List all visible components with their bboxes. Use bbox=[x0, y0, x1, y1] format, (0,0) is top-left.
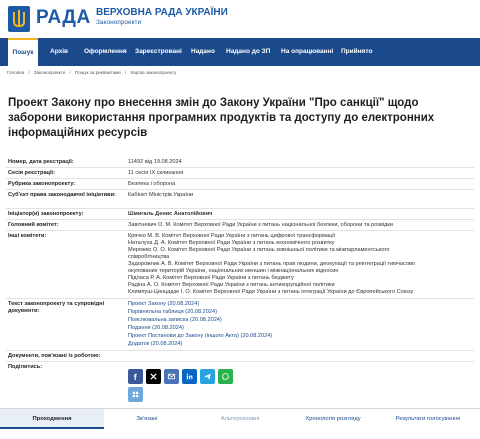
x-icon bbox=[149, 372, 158, 381]
nav-registered[interactable]: Зареєстровані bbox=[135, 48, 182, 55]
tab-chronology[interactable]: Хронологія розгляду bbox=[305, 416, 361, 422]
x-share-button[interactable] bbox=[146, 369, 161, 384]
field-label-related: Документи, пов'язані із роботою: bbox=[8, 353, 101, 359]
field-value-session: 11 сесія IX скликання bbox=[128, 170, 184, 176]
bill-tabs bbox=[0, 408, 480, 430]
whatsapp-share-button[interactable] bbox=[218, 369, 233, 384]
divider bbox=[6, 361, 474, 362]
brand-title: ВЕРХОВНА РАДА УКРАЇНИ bbox=[96, 7, 228, 18]
committee-item: Крячко М. В. Комітет Верховної Ради України з питань цифрової трансформації bbox=[128, 233, 336, 239]
committee-item: окупованих територій України, національних меншин і міжнаціональних відносин bbox=[128, 268, 339, 274]
divider bbox=[6, 298, 474, 299]
page-footer-space bbox=[0, 430, 480, 439]
document-link[interactable]: Проект Закону (20.08.2024) bbox=[128, 301, 200, 307]
divider bbox=[6, 167, 474, 168]
field-label-share: Поділитись: bbox=[8, 364, 43, 370]
page-title: Проект Закону про внесення змін до Закону України "Про санкції" щодо заборони використання програмних продуктів та доступу до електронних інформаційних ресурсів bbox=[8, 97, 435, 139]
field-label-initiator: Ініціатор(и) законопроекту: bbox=[8, 211, 84, 217]
main-nav bbox=[0, 38, 480, 66]
field-label-subject: Суб'єкт права законодавчої ініціативи: bbox=[8, 192, 116, 198]
facebook-share-button[interactable] bbox=[128, 369, 143, 384]
linkedin-icon bbox=[185, 372, 194, 381]
site-header bbox=[0, 0, 480, 38]
nav-in-progress[interactable]: На опрацюванні bbox=[281, 48, 334, 55]
field-value-initiator[interactable]: Шмигаль Денис Анатолійович bbox=[128, 211, 213, 217]
brand-name[interactable]: РАДА bbox=[36, 7, 91, 28]
email-icon bbox=[167, 372, 176, 381]
field-label-number: Номер, дата реєстрації: bbox=[8, 159, 74, 165]
grid-icon bbox=[131, 390, 140, 399]
divider bbox=[6, 230, 474, 231]
tab-alternative[interactable]: Альтернативні bbox=[220, 416, 260, 422]
field-label-session: Сесія реєстрації: bbox=[8, 170, 55, 176]
field-value-main-committee: Завітневич О. М. Комітет Верховної Ради України з питань національної безпеки, оборони та розвідки bbox=[128, 222, 393, 228]
committee-item: Мережко О. О. Комітет Верховної Ради України з питань зовнішньої політики та міжпарламентського bbox=[128, 247, 390, 253]
trident-logo-icon[interactable] bbox=[8, 6, 30, 32]
field-value-rubric: Безпека і оборона bbox=[128, 181, 176, 187]
breadcrumb-home[interactable]: Головна bbox=[7, 70, 25, 75]
document-link[interactable]: Проект Постанови до Закону (іншого Акта) (20.08.2024) bbox=[128, 333, 273, 339]
nav-archive[interactable]: Архів bbox=[50, 48, 68, 55]
nav-drafting[interactable]: Оформлення bbox=[84, 48, 127, 55]
linkedin-share-button[interactable] bbox=[182, 369, 197, 384]
nav-submitted[interactable]: Надано bbox=[191, 48, 215, 55]
divider bbox=[6, 208, 474, 209]
committee-item: співробітництва bbox=[128, 254, 170, 260]
document-link[interactable]: Порівняльна таблиця (20.08.2024) bbox=[128, 309, 217, 315]
committee-item: Климпуш-Цинцадзе І. О. Комітет Верховної Ради України з питань інтеграції України до Європейського Союзу bbox=[128, 289, 414, 295]
tab-voting-results[interactable]: Результати голосування bbox=[395, 416, 461, 422]
committee-item: Радіна А. О. Комітет Верховної Ради України з питань антикорупційної політики bbox=[128, 282, 335, 288]
breadcrumb bbox=[7, 70, 179, 75]
telegram-share-button[interactable] bbox=[200, 369, 215, 384]
committee-item: Задорожник А. В. Комітет Верховної Ради України з питань прав людини, деокупації та реінтеграції тимчасово bbox=[128, 261, 416, 267]
tab-related[interactable]: Зв'язані bbox=[136, 416, 158, 422]
breadcrumb-separator: / bbox=[28, 70, 30, 75]
field-label-other-committees: Інші комітети: bbox=[8, 233, 47, 239]
nav-adopted[interactable]: Прийнято bbox=[341, 48, 373, 55]
breadcrumb-current: Картка законопроекту bbox=[130, 70, 177, 75]
field-label-main-committee: Головний комітет: bbox=[8, 222, 59, 228]
brand-subtitle: Законопроекти bbox=[96, 19, 142, 26]
facebook-icon bbox=[131, 372, 140, 381]
field-value-subject: Кабінет Міністрів України bbox=[128, 192, 194, 198]
nav-search[interactable]: Пошук bbox=[8, 38, 38, 66]
field-label-rubric: Рубрика законопроекту: bbox=[8, 181, 76, 187]
document-link[interactable]: Пояснювальна записка (20.08.2024) bbox=[128, 317, 222, 323]
field-label-documents: Текст законопроекту та супровідні документи: bbox=[8, 301, 105, 314]
breadcrumb-bills[interactable]: Законопроекти bbox=[33, 70, 66, 75]
divider bbox=[6, 189, 474, 190]
whatsapp-icon bbox=[221, 372, 230, 381]
breadcrumb-separator: / bbox=[69, 70, 71, 75]
breadcrumb-separator: / bbox=[124, 70, 127, 75]
divider bbox=[6, 350, 474, 351]
nav-submitted-to-zp[interactable]: Надано до ЗП bbox=[226, 48, 271, 55]
tab-progress[interactable]: Проходження bbox=[0, 409, 104, 429]
divider bbox=[6, 219, 474, 220]
more-share-button[interactable] bbox=[128, 387, 143, 402]
document-link[interactable]: Подання (20.08.2024) bbox=[128, 325, 184, 331]
committee-item: Підласа Р. А. Комітет Верховної Ради України з питань бюджету bbox=[128, 275, 294, 281]
divider bbox=[6, 178, 474, 179]
document-link[interactable]: Додаток (20.08.2024) bbox=[128, 341, 183, 347]
telegram-icon bbox=[203, 372, 212, 381]
field-value-number: 11492 від 19.08.2024 bbox=[128, 159, 182, 165]
breadcrumb-search[interactable]: Пошук за реквізитами bbox=[74, 70, 121, 75]
email-share-button[interactable] bbox=[164, 369, 179, 384]
committee-item: Наталуха Д. А. Комітет Верховної Ради України з питань економічного розвитку bbox=[128, 240, 335, 246]
